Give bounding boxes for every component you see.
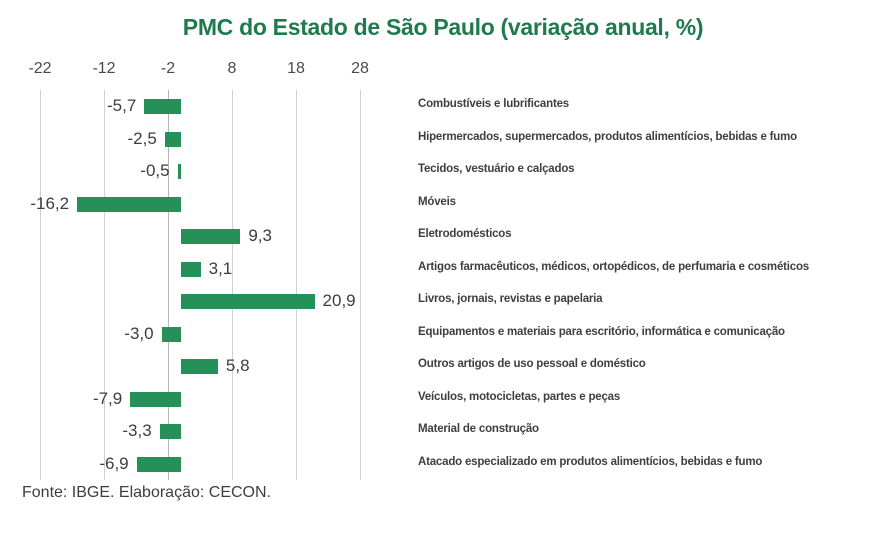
category-label: Tecidos, vestuário e calçados — [418, 163, 575, 175]
category-label: Combustíveis e lubrificantes — [418, 98, 569, 110]
bar-value-label: -3,3 — [122, 421, 152, 440]
category-label: Eletrodomésticos — [418, 228, 512, 240]
bar-row — [20, 383, 866, 416]
bar-row — [20, 123, 866, 156]
bar-row — [20, 90, 866, 123]
bar[interactable] — [181, 229, 241, 244]
x-tick-label: 8 — [227, 60, 237, 77]
bar-value-label: 20,9 — [322, 291, 356, 310]
bar[interactable] — [178, 164, 181, 179]
bar-value-label: -16,2 — [30, 193, 70, 213]
x-tick-label: -2 — [160, 60, 176, 77]
bar-row — [20, 155, 866, 188]
bar-rows — [20, 90, 866, 480]
x-tick-label: -22 — [28, 60, 52, 77]
bar-row — [20, 220, 866, 253]
bar-row — [20, 253, 866, 286]
bar-row — [20, 415, 866, 448]
bar[interactable] — [137, 457, 181, 472]
bar[interactable] — [181, 294, 315, 309]
bar-row — [20, 350, 866, 383]
category-label: Livros, jornais, revistas e papelaria — [418, 293, 603, 305]
bar[interactable] — [165, 132, 181, 147]
bar-value-label: -7,9 — [92, 388, 123, 408]
chart-title: PMC do Estado de São Paulo (variação anual, %) — [182, 14, 704, 40]
bar-value-label: -0,5 — [140, 161, 170, 180]
bar-value-label: 5,8 — [225, 356, 250, 375]
category-label: Outros artigos de uso pessoal e doméstico — [418, 358, 646, 370]
bar-value-label: -3,0 — [124, 323, 154, 343]
bar-value-label: -2,5 — [127, 128, 157, 148]
bar-value-label: 3,1 — [208, 258, 233, 278]
bar-row — [20, 318, 866, 351]
x-tick-label: 18 — [287, 60, 305, 77]
category-label: Material de construção — [418, 423, 539, 435]
bar-row — [20, 285, 866, 318]
category-label: Móveis — [418, 195, 456, 208]
category-label: Veículos, motocicletas, partes e peças — [418, 390, 621, 403]
bar-value-label: 9,3 — [248, 226, 272, 245]
bar-value-label: -6,9 — [99, 453, 129, 473]
bar[interactable] — [144, 99, 180, 114]
x-tick-label: -12 — [92, 60, 116, 77]
x-tick-label: 28 — [351, 60, 369, 77]
source-note: Fonte: IBGE. Elaboração: CECON. — [22, 484, 271, 501]
bar[interactable] — [162, 327, 181, 342]
bar[interactable] — [130, 392, 181, 407]
bar-row — [20, 188, 866, 221]
plot-area — [20, 60, 866, 480]
category-label: Equipamentos e materiais para escritório, informática e comunicação — [418, 325, 785, 338]
bar[interactable] — [77, 197, 181, 212]
category-label: Artigos farmacêuticos, médicos, ortopédicos, de perfumaria e cosméticos — [418, 260, 809, 273]
bar-value-label: -5,7 — [107, 96, 137, 115]
category-label: Atacado especializado em produtos alimentícios, bebidas e fumo — [418, 455, 763, 468]
bar-row — [20, 448, 866, 481]
bar[interactable] — [160, 424, 181, 439]
bar[interactable] — [181, 359, 218, 374]
category-label: Hipermercados, supermercados, produtos alimentícios, bebidas e fumo — [418, 130, 797, 143]
bar[interactable] — [181, 262, 201, 277]
x-axis-tick-labels — [20, 60, 866, 86]
